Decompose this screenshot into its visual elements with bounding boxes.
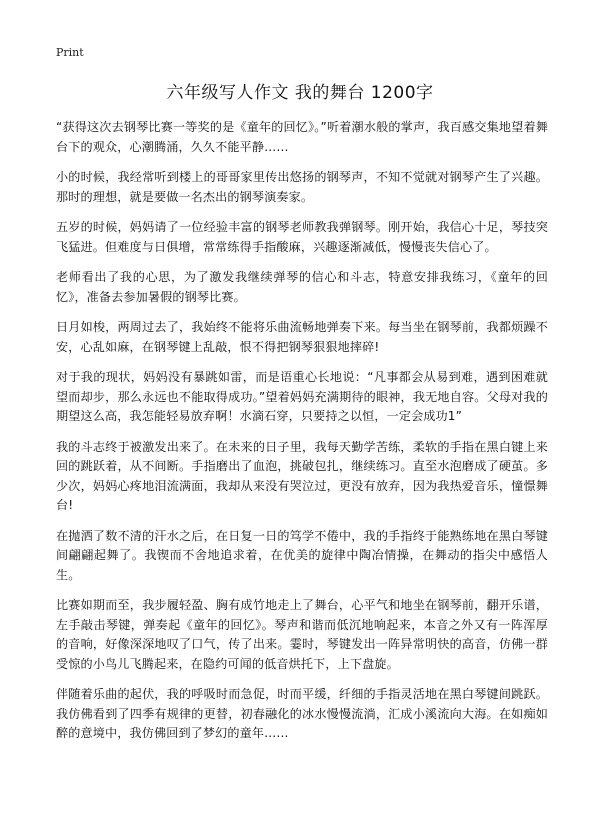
article-body: [56, 118, 548, 755]
paragraph: 对于我的现状，妈妈没有暴跳如雷，而是语重心长地说：“凡事都会从易到难，遇到困难就望而却步，那么永远也不能取得成功。”望着妈妈充满期待的眼神，我无地自容。父母对我的期望这么高，我怎能轻易放弃啊！水滴石穿，只要持之以恒，一定会成功1”: [56, 370, 548, 423]
paragraph: 日月如梭，两周过去了，我始终不能将乐曲流畅地弹奏下来。每当坐在钢琴前，我都烦躁不安，心乱如麻，在钢琴键上乱敲，恨不得把钢琴狠狠地摔碎!: [56, 320, 548, 354]
paragraph: “获得这次去钢琴比赛一等奖的是《童年的回忆》。”听着潮水般的掌声，我百感交集地望着舞台下的观众，心潮腾涌，久久不能平静……: [56, 120, 548, 154]
print-link[interactable]: Print: [56, 46, 84, 59]
paragraph: 小的时候，我经常听到楼上的哥哥家里传出悠扬的钢琴声，不知不觉就对钢琴产生了兴趣。那时的理想，就是要做一名杰出的钢琴演奏家。: [56, 170, 548, 204]
article-title: 六年级写人作文 我的舞台 1200字: [166, 83, 434, 103]
paragraph: 在抛洒了数不清的汗水之后，在日复一日的笃学不倦中，我的手指终于能熟练地在黑白琴键间翩翩起舞了。我锲而不舍地追求着，在优美的旋律中陶冶情操，在舞动的指尖中感悟人生。: [56, 528, 548, 582]
paragraph: 五岁的时候，妈妈请了一位经验丰富的钢琴老师教我弹钢琴。刚开始，我信心十足，琴技突飞猛进。但难度与日俱增，常常练得手指酸麻，兴趣逐渐减低，慢慢丧失信心了。: [56, 220, 548, 254]
paragraph: 比赛如期而至，我步履轻盈、胸有成竹地走上了舞台，心平气和地坐在钢琴前，翻开乐谱，左手敲击琴键，弹奏起《童年的回忆》。琴声和谐而低沉地响起来，本音之外又有一阵浑厚的音响，好像深深地叹了口气，传了出来。霎时，琴键发出一阵异常明快的高音，仿佛一群受惊的小鸟儿飞腾起来，在隐约可闻的低音烘托下，上下盘旋。: [56, 598, 548, 671]
paragraph: 老师看出了我的心思，为了激发我继续弹琴的信心和斗志，特意安排我练习，《童年的回忆》，准备去参加暑假的钢琴比赛。: [56, 270, 548, 304]
paragraph: 伴随着乐曲的起伏，我的呼吸时而急促，时而平缓，纤细的手指灵活地在黑白琴键间跳跃。我仿佛看到了四季有规律的更替，初春融化的冰水慢慢流淌，汇成小溪流向大海。在如痴如醉的意境中，我仿佛回到了梦幻的童年……: [56, 687, 548, 740]
paragraph: 我的斗志终于被激发出来了。在未来的日子里，我每天勤学苦练，柔软的手指在黑白键上来回的跳跃着，从不间断。手指磨出了血泡，挑破包扎，继续练习。直至水泡磨成了硬茧。多少次，妈妈心疼地泪流满面，我却从来没有哭泣过，更没有放弃，因为我热爱音乐，憧憬舞台!: [56, 439, 548, 512]
